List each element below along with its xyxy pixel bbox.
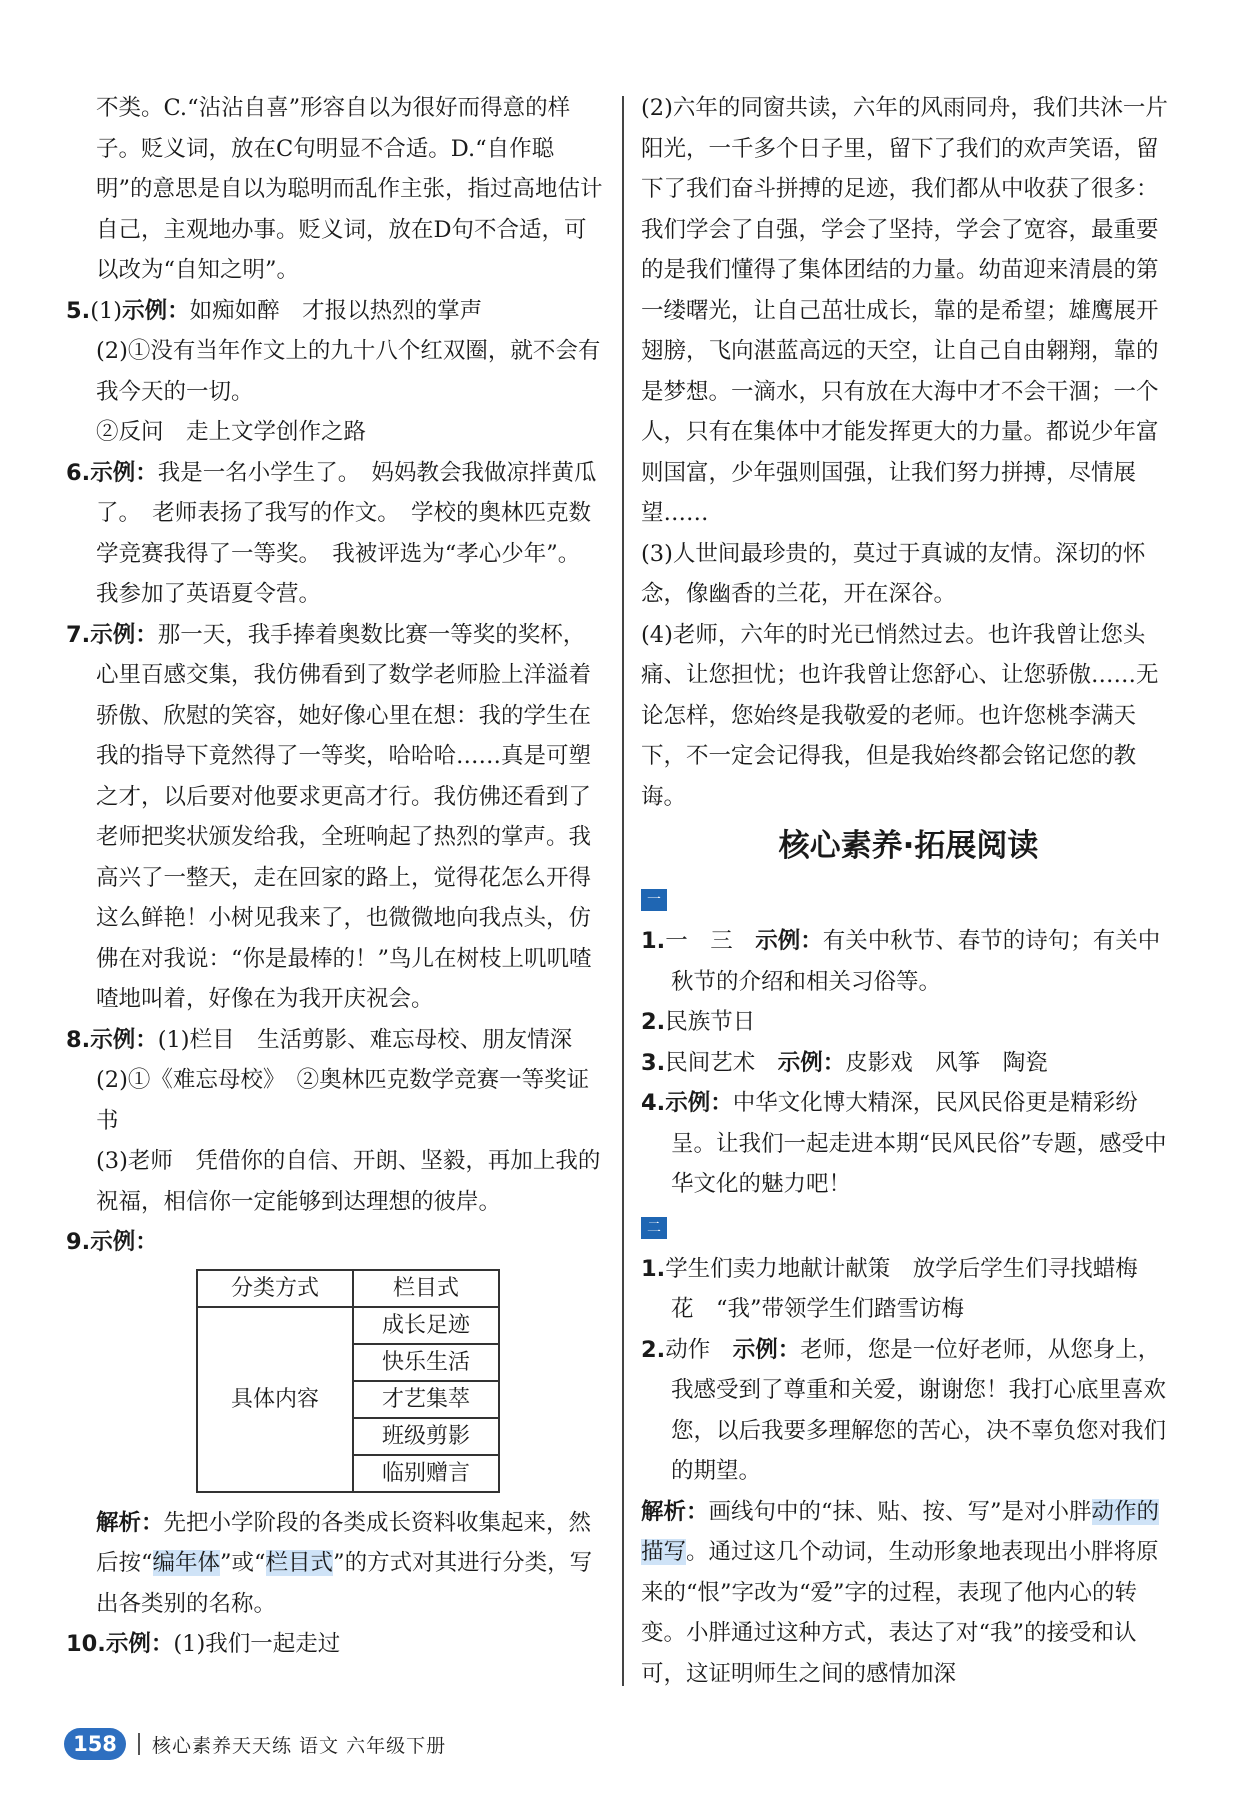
table-header-cell: 分类方式 (197, 1270, 353, 1307)
table-cell: 才艺集萃 (353, 1381, 499, 1418)
category-table (196, 1269, 500, 1493)
answer-10-part3: (3)人世间最珍贵的，莫过于真诚的友情。深切的怀念，像幽香的兰花，开在深谷。 (641, 540, 1146, 607)
answer-5-part3: ②反问 走上文学创作之路 (96, 419, 367, 445)
table-row (197, 1307, 499, 1344)
right-column (641, 88, 1176, 1694)
reading-1-answer-4: 4.示例：中华文化博大精深，民风民俗更是精彩纷呈。让我们一起走进本期“民风民俗”专题，感受中华文化的魅力吧！ (641, 1090, 1167, 1197)
section-badge-2: 二 (641, 1217, 667, 1239)
table-cell: 快乐生活 (353, 1344, 499, 1381)
table-cell: 临别赠言 (353, 1455, 499, 1492)
footer-divider (138, 1733, 140, 1755)
answer-7: 7.示例：那一天，我手捧着奥数比赛一等奖的奖杯，心里百感交集，我仿佛看到了数学老师脸上洋溢着骄傲、欣慰的笑容，她好像心里在想：我的学生在我的指导下竟然得了一等奖，哈哈哈……真是可塑之才，以后要对他要求更高才行。我仿佛还看到了老师把奖状颁发给我，全班响起了热烈的掌声。我高兴了一整天，走在回家的路上，觉得花怎么开得这么鲜艳！小树见我来了，也微微地向我点头，仿佛在对我说：“你是最棒的！”鸟儿在树枝上叽叽喳喳地叫着，好像在为我开庆祝会。 (66, 621, 592, 1012)
answer-10: 10.示例：(1)我们一起走过 (66, 1631, 341, 1657)
reading-2-analysis: 解析：画线句中的“抹、贴、按、写”是对小胖动作的描写。通过这几个动词，生动形象地表现出小胖将原来的“恨”字改为“爱”字的过程，表现了他内心的转变。小胖通过这种方式，表达了对“我”的接受和认可，这证明师生之间的感情加深 (641, 1498, 1160, 1687)
reading-1-answer-3: 3.民间艺术 示例：皮影戏 风筝 陶瓷 (641, 1049, 1048, 1076)
left-column (66, 88, 606, 1665)
section-title: 核心素养·拓展阅读 (778, 828, 1039, 864)
table-row-label: 具体内容 (197, 1307, 353, 1492)
answer-8: 8.示例：(1)栏目 生活剪影、难忘母校、朋友情深 (66, 1026, 573, 1053)
section-badge-1: 一 (641, 889, 667, 911)
answer-10-part4: (4)老师，六年的时光已悄然过去。也许我曾让您头痛、让您担忧；也许我曾让您舒心、让您骄傲……无论怎样，您始终是我敬爱的老师。也许您桃李满天下，不一定会记得我，但是我始终都会铭记您的教诲。 (641, 621, 1159, 810)
answer-5-part2: (2)①没有当年作文上的九十八个红双圈，就不会有我今天的一切。 (96, 338, 601, 405)
table-cell: 班级剪影 (353, 1418, 499, 1455)
table-cell: 成长足迹 (353, 1307, 499, 1344)
column-divider (622, 96, 624, 1686)
answer-10-part2: (2)六年的同窗共读，六年的风雨同舟，我们共沐一片阳光，一千多个日子里，留下了我们的欢声笑语，留下了我们奋斗拼搏的足迹，我们都从中收获了很多：我们学会了自强，学会了坚持，学会了宽容，最重要的是我们懂得了集体团结的力量。幼苗迎来清晨的第一缕曙光，让自己茁壮成长，靠的是希望；雄鹰展开翅膀，飞向湛蓝高远的天空，让自己自由翱翔，靠的是梦想。一滴水，只有放在大海中才不会干涸；一个人，只有在集体中才能发挥更大的力量。都说少年富则国富，少年强则国强，让我们努力拼搏，尽情展望…… (641, 95, 1168, 526)
book-title: 核心素养天天练 语文 六年级下册 (152, 1734, 447, 1757)
answer-9: 9.示例： (66, 1229, 158, 1255)
reading-2-answer-1: 1.学生们卖力地献计献策 放学后学生们寻找蜡梅花 “我”带领学生们踏雪访梅 (641, 1255, 1138, 1322)
page-number: 158 (64, 1728, 126, 1760)
answer-5: 5.(1)示例：如痴如醉 才报以热烈的掌声 (66, 297, 483, 324)
answer-6: 6.示例：我是一名小学生了。 妈妈教会我做凉拌黄瓜了。 老师表扬了我写的作文。 学校的奥林匹克数学竞赛我得了一等奖。 我被评选为“孝心少年”。 我参加了英语夏令营。 (66, 459, 597, 607)
reading-2-answer-2: 2.动作 示例：老师，您是一位好老师，从您身上，我感受到了尊重和关爱，谢谢您！我打心底里喜欢您，以后我要多理解您的苦心，决不辜负您对我们的期望。 (641, 1336, 1167, 1484)
page-footer (64, 1726, 446, 1762)
table-header-cell: 栏目式 (353, 1270, 499, 1307)
answer-9-analysis: 解析：先把小学阶段的各类成长资料收集起来，然后按“编年体”或“栏目式”的方式对其进行分类，写出各类别的名称。 (96, 1509, 593, 1617)
answer-8-part2: (2)①《难忘母校》 ②奥林匹克数学竞赛一等奖证书 (96, 1067, 590, 1134)
reading-1-answer-2: 2.民族节日 (641, 1009, 756, 1035)
reading-1-answer-1: 1.一 三 示例：有关中秋节、春节的诗句；有关中秋节的介绍和相关习俗等。 (641, 928, 1161, 995)
table-row (197, 1270, 499, 1307)
answer-8-part3: (3)老师 凭借你的自信、开朗、坚毅，再加上我的祝福，相信你一定能够到达理想的彼岸。 (96, 1148, 601, 1215)
q4-analysis-continued: 不类。C.“沾沾自喜”形容自以为很好而得意的样子。贬义词，放在C句明显不合适。D.“自作聪明”的意思是自以为聪明而乱作主张，指过高地估计自己，主观地办事。贬义词，放在D句不合适，可以改为“自知之明”。 (96, 95, 603, 283)
